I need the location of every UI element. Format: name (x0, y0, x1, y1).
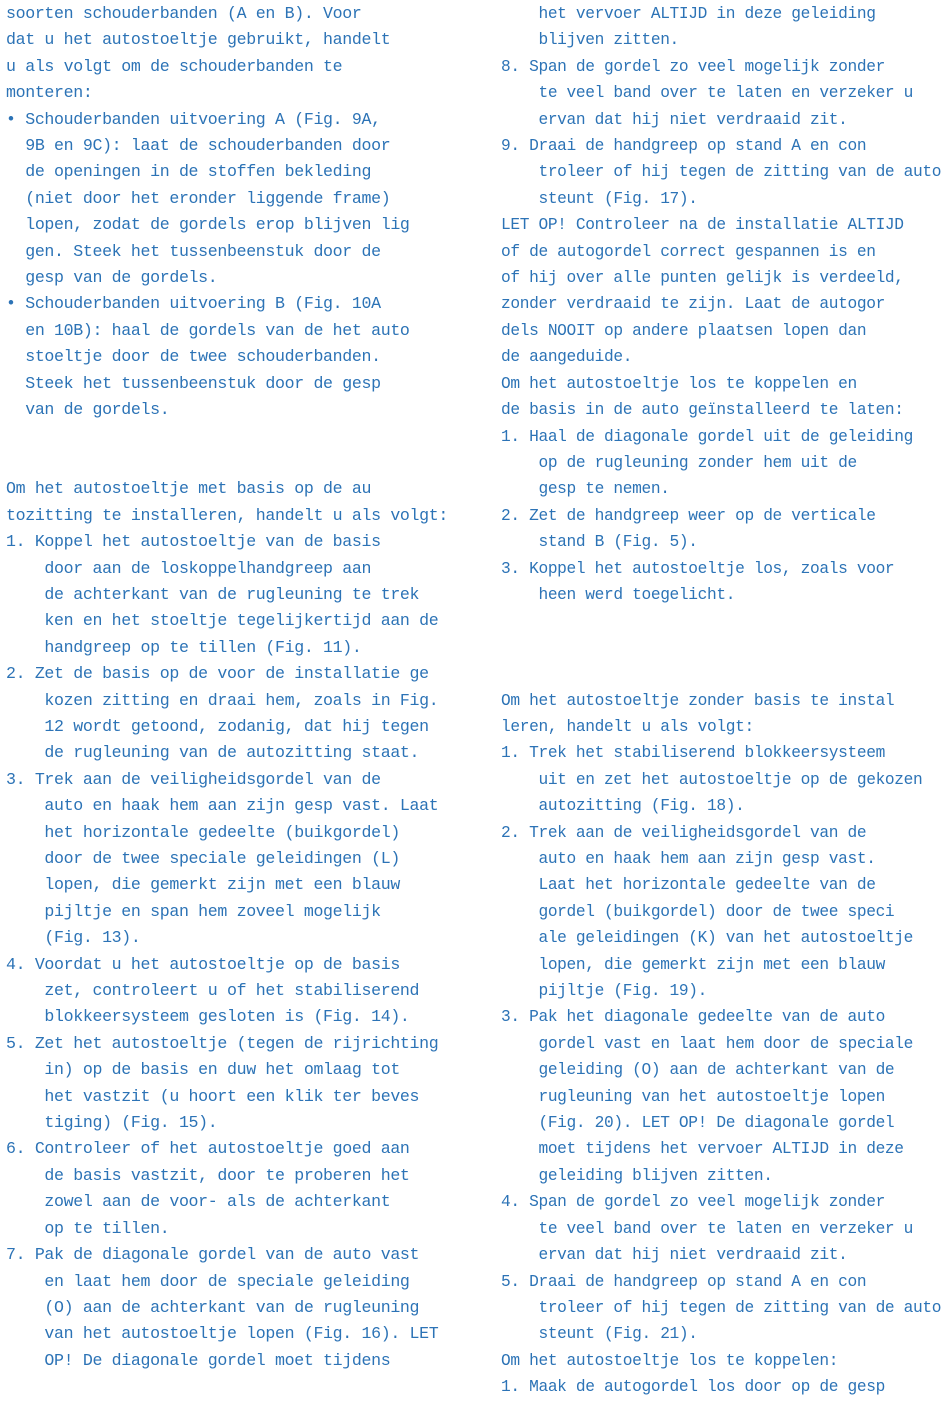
left-text-column: soorten schouderbanden (A en B). Voor dat u het autostoeltje gebruikt, handelt u als volgt om de schouderbanden te monteren: • Schouderbanden uitvoering A (Fig. 9A, 9B en 9C): laat de schouderbanden door de openingen in de stoffen bekleding (niet door het eronder liggende frame) lopen, zodat de gordels erop blijven lig gen. Steek het tussenbeenstuk door de gesp van de gordels. • Schouderbanden uitvoering B (Fig. 10A en 10B): haal de gordels van de het auto stoeltje door de twee schouderbanden. Steek het tussenbeenstuk door de gesp van de gordels. Om het autostoeltje met basis op de au tozitting te installeren, handelt u als volgt: 1. Koppel het autostoeltje van de basis door aan de loskoppelhandgreep aan de achterkant van de rugleuning te trek ken en het stoeltje tegelijkertijd aan de handgreep op te tillen (Fig. 11). 2. Zet de basis op de voor de installatie ge kozen zitting en draai hem, zoals in Fig. 12 wordt getoond, zodanig, dat hij tegen de rugleuning van de autozitting staat. 3. Trek aan de veiligheidsgordel van de auto en haak hem aan zijn gesp vast. Laat het horizontale gedeelte (buikgordel) door de twee speciale geleidingen (L) lopen, die gemerkt zijn met een blauw pijltje en span hem zoveel mogelijk (Fig. 13). 4. Voordat u het autostoeltje op de basis zet, controleert u of het stabiliserend blokkeersysteem gesloten is (Fig. 14). 5. Zet het autostoeltje (tegen de rijrichting in) op de basis en duw het omlaag tot het vastzit (u hoort een klik ter beves tiging) (Fig. 15). 6. Controleer of het autostoeltje goed aan de basis vastzit, door te proberen het zowel aan de voor- als de achterkant op te tillen. 7. Pak de diagonale gordel van de auto vast en laat hem door de speciale geleiding (O) aan de achterkant van de rugleuning van het autostoeltje lopen (Fig. 16). LET OP! De diagonale gordel moet tijdens (6, 4, 448, 1370)
right-text-column: het vervoer ALTIJD in deze geleiding blijven zitten. 8. Span de gordel zo veel mogelijk zonder te veel band over te laten en verzeker u ervan dat hij niet verdraaid zit. 9. Draai de handgreep op stand A en con troleer of hij tegen de zitting van de auto steunt (Fig. 17). LET OP! Controleer na de installatie ALTIJD of de autogordel correct gespannen is en of hij over alle punten gelijk is verdeeld, zonder verdraaid te zijn. Laat de autogor dels NOOIT op andere plaatsen lopen dan de aangeduide. Om het autostoeltje los te koppelen en de basis in de auto geïnstalleerd te laten: 1. Haal de diagonale gordel uit de geleiding op de rugleuning zonder hem uit de gesp te nemen. 2. Zet de handgreep weer op de verticale stand B (Fig. 5). 3. Koppel het autostoeltje los, zoals voor heen werd toegelicht. Om het autostoeltje zonder basis te instal leren, handelt u als volgt: 1. Trek het stabiliserend blokkeersysteem uit en zet het autostoeltje op de gekozen autozitting (Fig. 18). 2. Trek aan de veiligheidsgordel van de auto en haak hem aan zijn gesp vast. Laat het horizontale gedeelte van de gordel (buikgordel) door de twee speci ale geleidingen (K) van het autostoeltje lopen, die gemerkt zijn met een blauw pijltje (Fig. 19). 3. Pak het diagonale gedeelte van de auto gordel vast en laat hem door de speciale geleiding (O) aan de achterkant van de rugleuning van het autostoeltje lopen (Fig. 20). LET OP! De diagonale gordel moet tijdens het vervoer ALTIJD in deze geleiding blijven zitten. 4. Span de gordel zo veel mogelijk zonder te veel band over te laten en verzeker u ervan dat hij niet verdraaid zit. 5. Draai de handgreep op stand A en con troleer of hij tegen de zitting van de auto steunt (Fig. 21). Om het autostoeltje los te koppelen: 1. Maak de autogordel los door op de gesp (501, 5, 942, 1397)
